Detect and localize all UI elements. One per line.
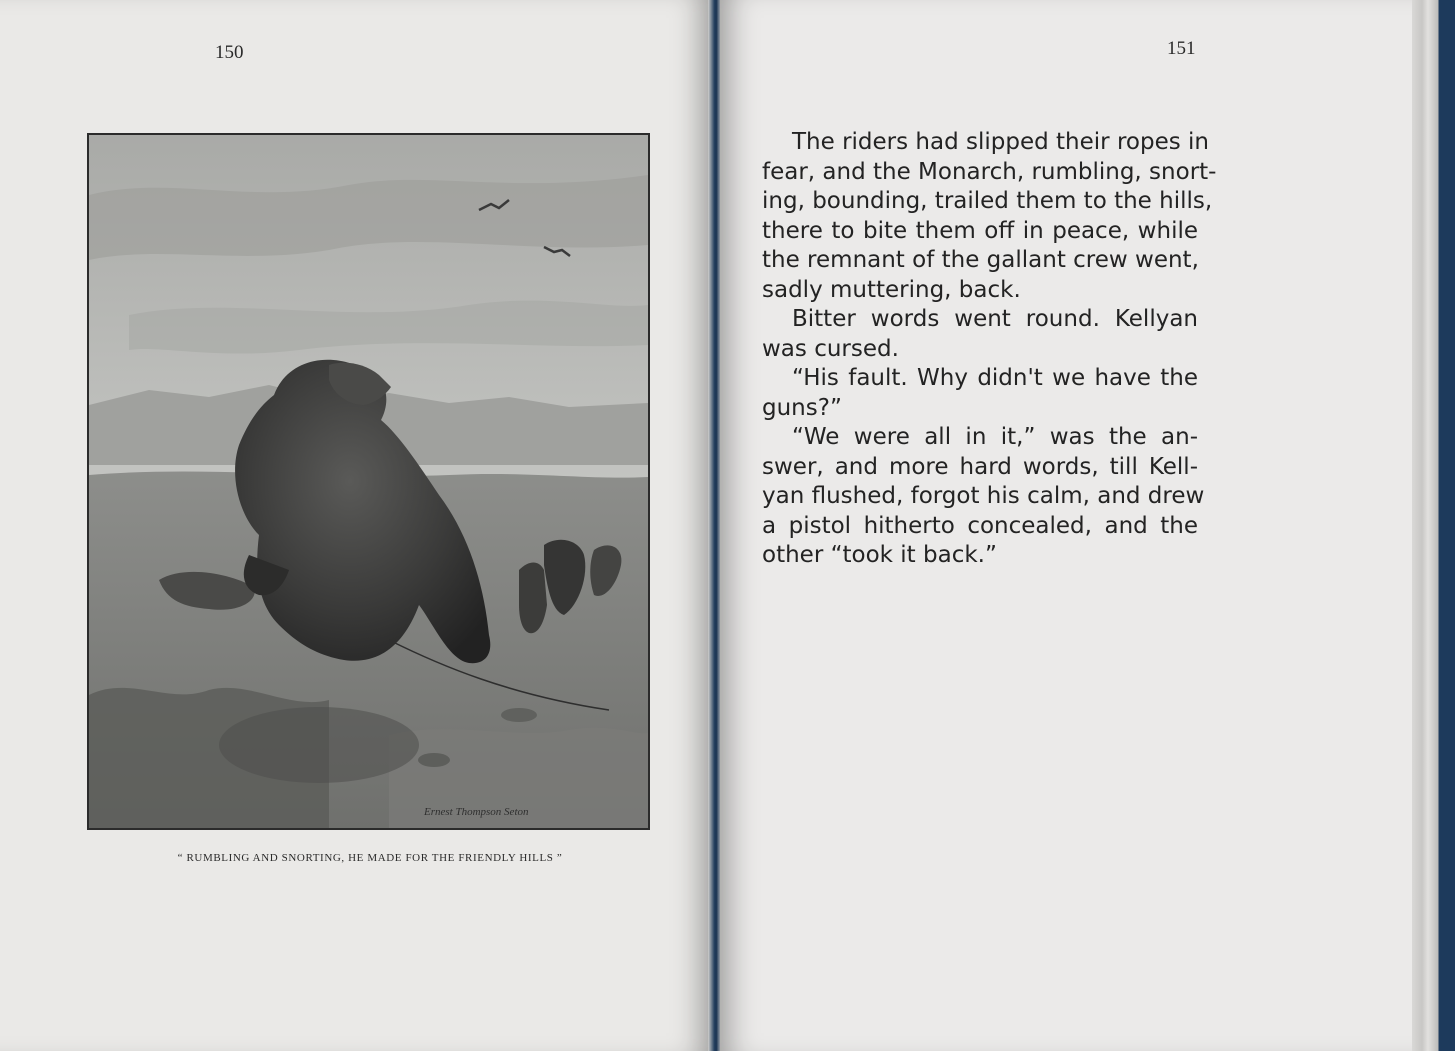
text-line: a pistol hitherto concealed, and the (762, 512, 1198, 539)
left-page (0, 0, 710, 1051)
text-line: the remnant of the gallant crew went, (762, 247, 1199, 273)
illustration-caption: “ RUMBLING AND SNORTING, HE MADE FOR THE FRIENDLY HILLS ” (177, 852, 563, 864)
text-line: “His fault. Why didn't we have the (792, 365, 1198, 391)
bear-illustration (89, 135, 648, 828)
text-line: yan flushed, forgot his calm, and drew (762, 483, 1205, 509)
rock (418, 753, 450, 767)
paragraph (762, 364, 1198, 423)
text-line: there to bite them off in peace, while (762, 217, 1198, 244)
text-line: “We were all in it,” was the an- (792, 424, 1198, 450)
text-line: Bitter words went round. Kellyan (792, 306, 1198, 332)
body-text (762, 128, 1217, 571)
paragraph (762, 128, 1217, 305)
page-edges (1412, 0, 1455, 1051)
text-line: guns?” (762, 394, 842, 421)
text-line: other “took it back.” (762, 542, 997, 568)
bear-shadow (219, 707, 419, 783)
artist-signature: Ernest Thompson Seton (424, 806, 529, 818)
text-line: The riders had slipped their ropes in (792, 129, 1209, 155)
text-line: ing, bounding, trailed them to the hills, (762, 188, 1213, 214)
paragraph (762, 423, 1205, 571)
text-line: fear, and the Monarch, rumbling, snort- (762, 158, 1217, 185)
text-line: sadly muttering, back. (762, 276, 1021, 303)
page-number-right: 151 (1167, 38, 1196, 59)
text-line: was cursed. (762, 335, 899, 362)
text-line: swer, and more hard words, till Kell- (762, 453, 1198, 480)
paragraph (762, 305, 1198, 364)
rock (501, 708, 537, 722)
illustration-plate (87, 133, 650, 830)
page-number-left: 150 (215, 42, 244, 63)
